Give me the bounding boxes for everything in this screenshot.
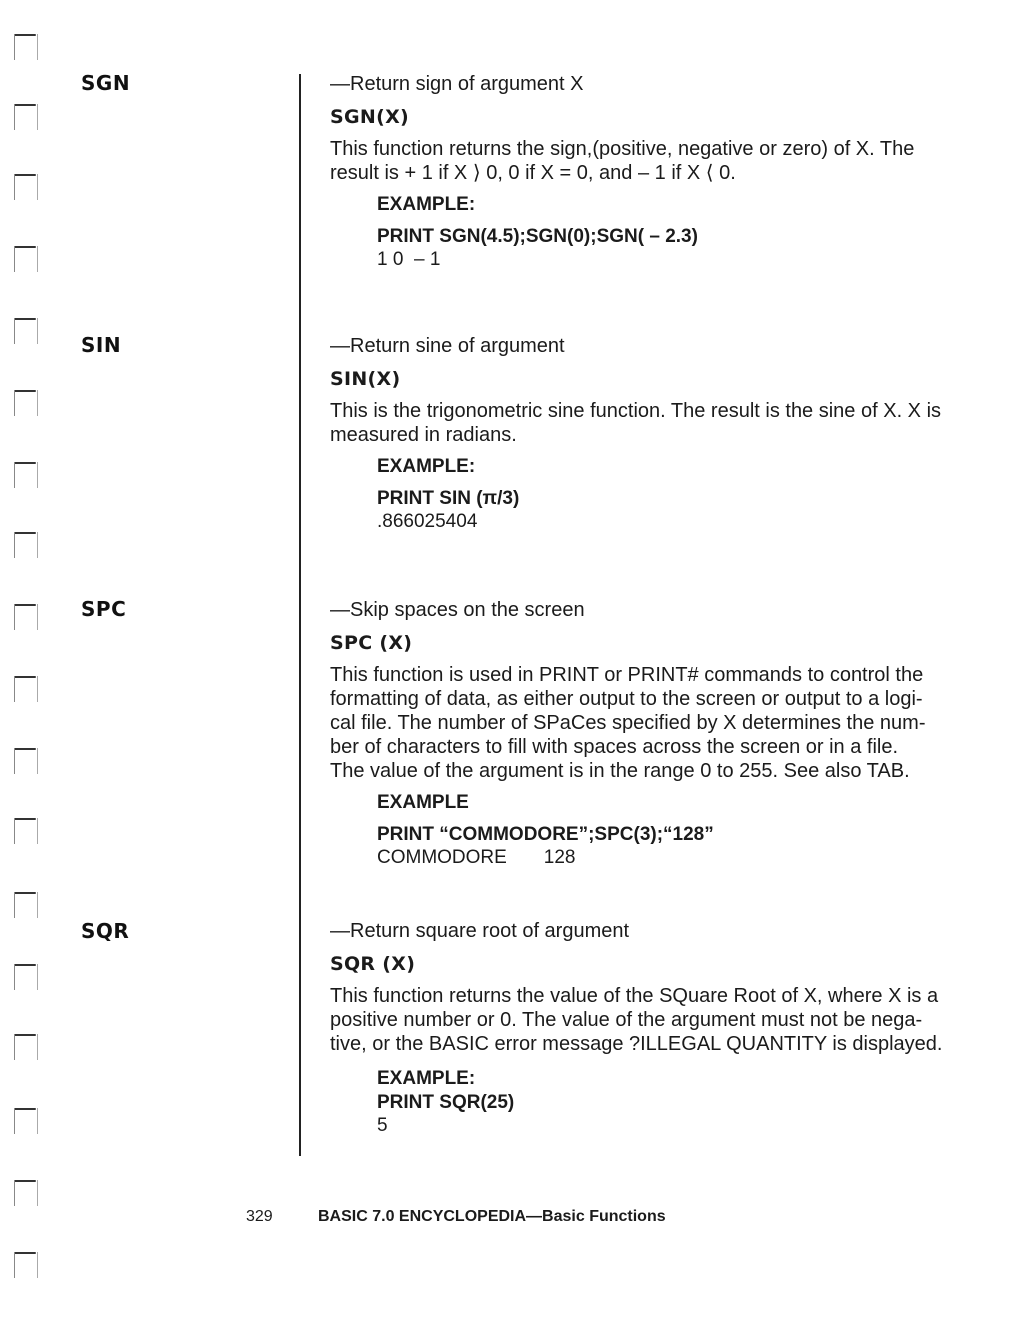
punch-hole — [14, 462, 38, 490]
example-output: COMMODORE 128 — [377, 847, 576, 868]
example-command: PRINT SGN(4.5);SGN(0);SGN( – 2.3) — [377, 226, 698, 247]
entry-syntax: SQR (X) — [330, 953, 416, 975]
entry-sqr — [330, 919, 990, 1138]
punch-hole — [14, 892, 38, 920]
example-command: PRINT “COMMODORE”;SPC(3);“128” — [377, 824, 714, 845]
body-line: measured in radians. — [330, 424, 517, 446]
punch-hole — [14, 818, 38, 846]
body-line: ber of characters to fill with spaces across the screen or in a file. — [330, 736, 899, 758]
entry-syntax: SGN(X) — [330, 106, 409, 128]
punch-hole — [14, 34, 38, 62]
footer-title-bold: BASIC 7.0 ENCYCLOPEDIA— — [318, 1208, 543, 1225]
entry-body — [330, 984, 990, 1056]
keyword-spc: SPC — [81, 597, 127, 621]
example-command: PRINT SIN (π/3) — [377, 488, 520, 509]
example-block — [377, 1068, 990, 1138]
punch-hole — [14, 1108, 38, 1136]
example-output: .866025404 — [377, 511, 478, 532]
example-label: EXAMPLE: — [377, 194, 476, 215]
binder-punch-holes — [0, 0, 60, 1326]
punch-hole — [14, 1180, 38, 1208]
keyword-sin: SIN — [81, 333, 122, 357]
keyword-sqr: SQR — [81, 919, 130, 943]
entry-syntax: SPC (X) — [330, 632, 413, 654]
body-line: result is + 1 if X ⟩ 0, 0 if X = 0, and – 1 if X ⟨ 0. — [330, 162, 736, 184]
punch-hole — [14, 964, 38, 992]
body-line: formatting of data, as either output to the screen or output to a logi- — [330, 688, 923, 710]
entry-sgn — [330, 72, 990, 272]
running-footer — [318, 1208, 666, 1226]
example-label: EXAMPLE: — [377, 456, 476, 477]
punch-hole — [14, 676, 38, 704]
entry-body — [330, 137, 990, 185]
punch-hole — [14, 246, 38, 274]
example-block — [377, 456, 990, 534]
punch-hole — [14, 390, 38, 418]
body-line: This function returns the sign,(positive, negative or zero) of X. The — [330, 138, 915, 160]
keyword-sgn: SGN — [81, 71, 131, 95]
column-divider — [299, 74, 301, 1156]
body-line: positive number or 0. The value of the argument must not be nega- — [330, 1009, 923, 1031]
punch-hole — [14, 748, 38, 776]
entry-description: —Return square root of argument — [330, 920, 630, 942]
example-block — [377, 792, 990, 870]
entry-description: —Return sign of argument X — [330, 73, 584, 95]
example-label: EXAMPLE — [377, 792, 469, 813]
punch-hole — [14, 532, 38, 560]
body-line: cal file. The number of SPaCes specified by X determines the num- — [330, 712, 926, 734]
punch-hole — [14, 104, 38, 132]
punch-hole — [14, 1034, 38, 1062]
body-line: This is the trigonometric sine function. The result is the sine of X. X is — [330, 400, 942, 422]
body-line: This function is used in PRINT or PRINT# commands to control the — [330, 664, 924, 686]
body-line: This function returns the value of the SQuare Root of X, where X is a — [330, 985, 939, 1007]
example-output: 5 — [377, 1115, 388, 1136]
entry-spc — [330, 598, 990, 870]
punch-hole — [14, 174, 38, 202]
example-command: PRINT SQR(25) — [377, 1092, 515, 1113]
entry-description: —Return sine of argument — [330, 335, 565, 357]
footer-title-rest: Basic Functions — [542, 1208, 666, 1225]
example-output: 1 0 – 1 — [377, 249, 441, 270]
example-label: EXAMPLE: — [377, 1068, 476, 1089]
page-number: 329 — [246, 1208, 273, 1225]
punch-hole — [14, 604, 38, 632]
entry-sin — [330, 334, 990, 534]
punch-hole — [14, 1252, 38, 1280]
body-line: The value of the argument is in the range 0 to 255. See also TAB. — [330, 760, 910, 782]
body-line: tive, or the BASIC error message ?ILLEGAL QUANTITY is displayed. — [330, 1033, 943, 1055]
entry-syntax: SIN(X) — [330, 368, 401, 390]
example-block — [377, 194, 990, 272]
punch-hole — [14, 318, 38, 346]
entry-description: —Skip spaces on the screen — [330, 599, 585, 621]
entry-body — [330, 663, 990, 783]
entry-body — [330, 399, 990, 447]
